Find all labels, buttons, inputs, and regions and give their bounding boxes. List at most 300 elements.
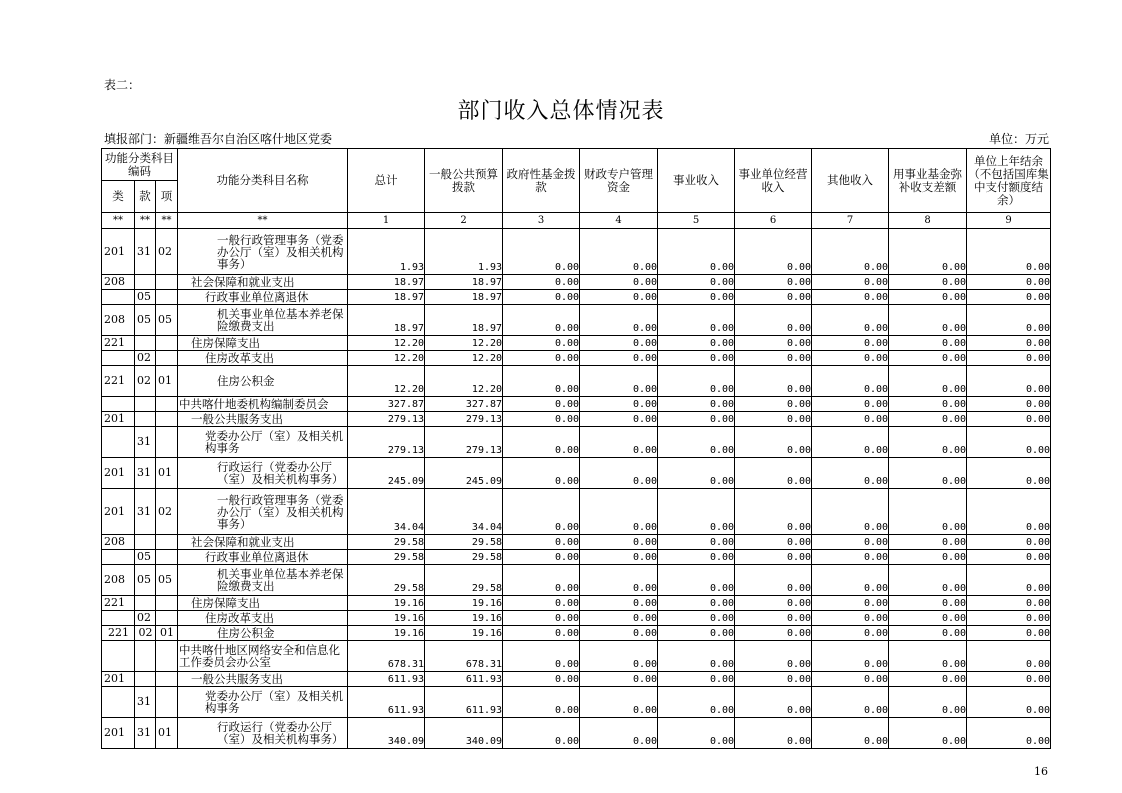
code-xiang: 01 — [156, 626, 178, 641]
item-name-cell — [178, 458, 348, 489]
index-cell: 7 — [812, 213, 889, 229]
amount-cell: 0.00 — [812, 641, 889, 672]
amount-cell: 29.58 — [348, 565, 425, 596]
item-name-cell — [178, 412, 348, 427]
amount-cell: 0.00 — [580, 351, 658, 366]
item-name-cell — [178, 366, 348, 397]
page-number: 16 — [1034, 765, 1048, 778]
amount-cell: 34.04 — [425, 489, 503, 535]
item-name: 党委办公厅（室）及相关机构事务 — [205, 429, 344, 455]
item-name-cell — [178, 687, 348, 718]
amount-cell: 0.00 — [658, 489, 735, 535]
item-name-cell — [178, 550, 348, 565]
table-row — [102, 336, 1051, 351]
amount-cell: 0.00 — [967, 535, 1051, 550]
amount-cell: 0.00 — [580, 397, 658, 412]
amount-cell: 611.93 — [348, 672, 425, 687]
index-cell: 2 — [425, 213, 503, 229]
amount-cell: 0.00 — [735, 550, 812, 565]
code-xiang: 01 — [156, 458, 178, 489]
code-xiang — [156, 427, 178, 458]
code-kuan: 05 — [135, 290, 156, 305]
code-lei — [102, 427, 135, 458]
amount-cell: 0.00 — [735, 611, 812, 626]
amount-cell: 0.00 — [812, 550, 889, 565]
amount-cell: 0.00 — [967, 305, 1051, 336]
amount-cell: 0.00 — [503, 275, 580, 290]
amount-cell: 18.97 — [425, 305, 503, 336]
amount-cell: 0.00 — [812, 565, 889, 596]
amount-cell: 0.00 — [735, 672, 812, 687]
code-lei: 201 — [102, 672, 135, 687]
amount-cell: 678.31 — [348, 641, 425, 672]
item-name-cell — [178, 275, 348, 290]
amount-cell: 0.00 — [580, 427, 658, 458]
amount-cell: 0.00 — [812, 687, 889, 718]
index-cell: ** — [102, 213, 135, 229]
amount-cell: 0.00 — [580, 366, 658, 397]
code-lei — [102, 397, 135, 412]
table-row — [102, 397, 1051, 412]
code-lei — [102, 550, 135, 565]
code-xiang — [156, 687, 178, 718]
header-col-6: 事业单位经营收入 — [735, 149, 812, 213]
amount-cell: 0.00 — [889, 626, 967, 641]
amount-cell: 0.00 — [967, 366, 1051, 397]
amount-cell: 12.20 — [425, 351, 503, 366]
header-func-name: 功能分类科目名称 — [178, 149, 348, 213]
amount-cell: 0.00 — [735, 535, 812, 550]
item-name-cell — [178, 565, 348, 596]
amount-cell: 0.00 — [503, 397, 580, 412]
amount-cell: 0.00 — [735, 427, 812, 458]
amount-cell: 0.00 — [967, 596, 1051, 611]
amount-cell: 0.00 — [658, 229, 735, 275]
code-lei: 221 — [102, 366, 135, 397]
amount-cell: 0.00 — [658, 336, 735, 351]
item-name: 行政事业单位离退休 — [205, 290, 309, 304]
code-xiang — [156, 290, 178, 305]
item-name: 中共喀什地区网络安全和信息化工作委员会办公室 — [179, 643, 341, 669]
amount-cell: 0.00 — [812, 336, 889, 351]
code-lei: 201 — [102, 718, 135, 749]
code-kuan: 31 — [135, 427, 156, 458]
amount-cell: 0.00 — [967, 489, 1051, 535]
item-name: 住房保障支出 — [191, 336, 261, 350]
header-func-code: 功能分类科目编码 — [102, 149, 178, 181]
code-xiang — [156, 412, 178, 427]
amount-cell: 611.93 — [348, 687, 425, 718]
amount-cell: 0.00 — [812, 596, 889, 611]
table-row — [102, 550, 1051, 565]
amount-cell: 0.00 — [967, 458, 1051, 489]
amount-cell: 0.00 — [889, 290, 967, 305]
amount-cell: 0.00 — [889, 687, 967, 718]
amount-cell: 0.00 — [812, 489, 889, 535]
amount-cell: 0.00 — [580, 672, 658, 687]
amount-cell: 0.00 — [889, 366, 967, 397]
code-lei: 221 — [102, 596, 135, 611]
amount-cell: 0.00 — [812, 229, 889, 275]
amount-cell: 0.00 — [967, 336, 1051, 351]
amount-cell: 19.16 — [425, 611, 503, 626]
amount-cell: 0.00 — [735, 718, 812, 749]
amount-cell: 279.13 — [425, 412, 503, 427]
amount-cell: 19.16 — [425, 626, 503, 641]
item-name: 党委办公厅（室）及相关机构事务 — [205, 689, 344, 715]
code-lei: 201 — [102, 489, 135, 535]
index-cell: 1 — [348, 213, 425, 229]
code-kuan — [135, 275, 156, 290]
amount-cell: 0.00 — [735, 229, 812, 275]
table-row — [102, 305, 1051, 336]
code-kuan — [135, 397, 156, 412]
item-name: 社会保障和就业支出 — [191, 535, 295, 549]
amount-cell: 0.00 — [889, 535, 967, 550]
table-row — [102, 458, 1051, 489]
index-cell: 4 — [580, 213, 658, 229]
item-name: 行政运行（党委办公厅（室）及相关机构事务） — [217, 460, 344, 486]
amount-cell: 0.00 — [889, 489, 967, 535]
amount-cell: 0.00 — [580, 336, 658, 351]
code-lei: 201 — [102, 412, 135, 427]
header-col-4: 财政专户管理资金 — [580, 149, 658, 213]
amount-cell: 0.00 — [967, 351, 1051, 366]
amount-cell: 0.00 — [967, 397, 1051, 412]
code-lei: 221 — [102, 336, 135, 351]
amount-cell: 0.00 — [735, 397, 812, 412]
amount-cell: 1.93 — [425, 229, 503, 275]
table-row — [102, 641, 1051, 672]
table-row — [102, 366, 1051, 397]
amount-cell: 0.00 — [812, 351, 889, 366]
code-kuan: 31 — [135, 687, 156, 718]
amount-cell: 0.00 — [967, 275, 1051, 290]
amount-cell: 279.13 — [425, 427, 503, 458]
table-row — [102, 229, 1051, 275]
amount-cell: 0.00 — [967, 611, 1051, 626]
amount-cell: 279.13 — [348, 427, 425, 458]
amount-cell: 0.00 — [967, 412, 1051, 427]
amount-cell: 0.00 — [503, 672, 580, 687]
item-name: 住房改革支出 — [205, 611, 275, 625]
amount-cell: 0.00 — [735, 626, 812, 641]
code-kuan: 02 — [135, 611, 156, 626]
item-name-cell — [178, 718, 348, 749]
table-row — [102, 412, 1051, 427]
amount-cell: 0.00 — [503, 351, 580, 366]
amount-cell: 29.58 — [348, 535, 425, 550]
code-xiang — [156, 275, 178, 290]
code-kuan: 31 — [135, 489, 156, 535]
header-col-5: 事业收入 — [658, 149, 735, 213]
amount-cell: 0.00 — [503, 458, 580, 489]
amount-cell: 0.00 — [889, 550, 967, 565]
item-name-cell — [178, 305, 348, 336]
header-col-9: 单位上年结余（不包括国库集中支付额度结余） — [967, 149, 1051, 213]
table-row — [102, 626, 1051, 641]
item-name-cell — [178, 626, 348, 641]
code-xiang — [156, 336, 178, 351]
amount-cell: 18.97 — [425, 290, 503, 305]
amount-cell: 0.00 — [967, 641, 1051, 672]
amount-cell: 0.00 — [889, 672, 967, 687]
code-kuan — [135, 672, 156, 687]
amount-cell: 0.00 — [580, 550, 658, 565]
amount-cell: 0.00 — [812, 305, 889, 336]
amount-cell: 0.00 — [658, 672, 735, 687]
amount-cell: 0.00 — [503, 366, 580, 397]
code-kuan: 02 — [135, 626, 156, 641]
item-name: 住房公积金 — [217, 626, 275, 640]
index-cell: 5 — [658, 213, 735, 229]
amount-cell: 0.00 — [580, 718, 658, 749]
amount-cell: 0.00 — [503, 626, 580, 641]
amount-cell: 0.00 — [812, 458, 889, 489]
amount-cell: 0.00 — [889, 351, 967, 366]
code-kuan: 02 — [135, 366, 156, 397]
amount-cell: 0.00 — [580, 229, 658, 275]
amount-cell: 0.00 — [580, 687, 658, 718]
amount-cell: 0.00 — [580, 596, 658, 611]
amount-cell: 0.00 — [503, 687, 580, 718]
amount-cell: 0.00 — [503, 229, 580, 275]
income-table — [101, 148, 1051, 749]
amount-cell: 611.93 — [425, 672, 503, 687]
amount-cell: 0.00 — [812, 718, 889, 749]
header-col-7: 其他收入 — [812, 149, 889, 213]
table-row — [102, 290, 1051, 305]
item-name-cell — [178, 611, 348, 626]
code-lei: 221 — [102, 626, 135, 641]
amount-cell: 0.00 — [735, 565, 812, 596]
amount-cell: 340.09 — [348, 718, 425, 749]
code-lei — [102, 351, 135, 366]
amount-cell: 245.09 — [425, 458, 503, 489]
amount-cell: 0.00 — [812, 672, 889, 687]
amount-cell: 0.00 — [580, 565, 658, 596]
amount-cell: 12.20 — [348, 351, 425, 366]
code-kuan — [135, 412, 156, 427]
item-name-cell — [178, 641, 348, 672]
item-name-cell — [178, 489, 348, 535]
code-kuan — [135, 596, 156, 611]
header-col-3: 政府性基金拨款 — [503, 149, 580, 213]
amount-cell: 0.00 — [658, 458, 735, 489]
amount-cell: 0.00 — [889, 305, 967, 336]
amount-cell: 0.00 — [812, 366, 889, 397]
table-row — [102, 596, 1051, 611]
code-lei — [102, 687, 135, 718]
amount-cell: 0.00 — [735, 366, 812, 397]
item-name: 住房改革支出 — [205, 351, 275, 365]
table-row — [102, 275, 1051, 290]
amount-cell: 0.00 — [503, 611, 580, 626]
amount-cell: 0.00 — [735, 687, 812, 718]
code-lei — [102, 641, 135, 672]
code-kuan: 05 — [135, 565, 156, 596]
table-row — [102, 535, 1051, 550]
amount-cell: 0.00 — [735, 641, 812, 672]
item-name-cell — [178, 672, 348, 687]
header-kuan: 款 — [135, 181, 156, 213]
code-lei: 208 — [102, 535, 135, 550]
index-cell: 6 — [735, 213, 812, 229]
code-kuan — [135, 641, 156, 672]
amount-cell: 0.00 — [812, 275, 889, 290]
amount-cell: 0.00 — [580, 412, 658, 427]
item-name-cell — [178, 427, 348, 458]
amount-cell: 1.93 — [348, 229, 425, 275]
amount-cell: 12.20 — [348, 336, 425, 351]
amount-cell: 0.00 — [967, 565, 1051, 596]
amount-cell: 340.09 — [425, 718, 503, 749]
amount-cell: 0.00 — [503, 412, 580, 427]
amount-cell: 0.00 — [580, 489, 658, 535]
amount-cell: 0.00 — [580, 611, 658, 626]
amount-cell: 18.97 — [425, 275, 503, 290]
code-lei: 208 — [102, 275, 135, 290]
item-name-cell — [178, 596, 348, 611]
amount-cell: 0.00 — [812, 412, 889, 427]
index-cell: ** — [135, 213, 156, 229]
code-xiang — [156, 535, 178, 550]
amount-cell: 0.00 — [889, 229, 967, 275]
amount-cell: 0.00 — [580, 458, 658, 489]
amount-cell: 0.00 — [889, 611, 967, 626]
amount-cell: 0.00 — [812, 290, 889, 305]
amount-cell: 327.87 — [348, 397, 425, 412]
item-name: 一般公共服务支出 — [191, 672, 284, 686]
code-lei: 201 — [102, 458, 135, 489]
amount-cell: 0.00 — [889, 641, 967, 672]
item-name-cell — [178, 351, 348, 366]
amount-cell: 0.00 — [658, 366, 735, 397]
amount-cell: 0.00 — [735, 458, 812, 489]
amount-cell: 0.00 — [503, 427, 580, 458]
code-xiang — [156, 611, 178, 626]
item-name: 一般行政管理事务（党委办公厅（室）及相关机构事务） — [217, 232, 344, 271]
code-lei: 208 — [102, 565, 135, 596]
code-xiang — [156, 641, 178, 672]
code-xiang: 01 — [156, 366, 178, 397]
amount-cell: 611.93 — [425, 687, 503, 718]
table-row — [102, 427, 1051, 458]
code-xiang: 02 — [156, 229, 178, 275]
amount-cell: 0.00 — [503, 641, 580, 672]
header-col-8: 用事业基金弥补收支差额 — [889, 149, 967, 213]
unit-label: 单位：万元 — [988, 132, 1049, 146]
amount-cell: 0.00 — [503, 550, 580, 565]
code-xiang — [156, 596, 178, 611]
table-row — [102, 687, 1051, 718]
header-col-1: 总计 — [348, 149, 425, 213]
doc-label: 表二： — [104, 78, 141, 92]
amount-cell: 0.00 — [503, 565, 580, 596]
amount-cell: 0.00 — [735, 489, 812, 535]
amount-cell: 12.20 — [425, 336, 503, 351]
amount-cell: 0.00 — [503, 535, 580, 550]
amount-cell: 0.00 — [967, 290, 1051, 305]
amount-cell: 0.00 — [658, 565, 735, 596]
item-name: 住房保障支出 — [191, 596, 261, 610]
code-xiang: 02 — [156, 489, 178, 535]
amount-cell: 0.00 — [967, 626, 1051, 641]
amount-cell: 18.97 — [348, 275, 425, 290]
table-row — [102, 672, 1051, 687]
amount-cell: 29.58 — [348, 550, 425, 565]
header-col-2: 一般公共预算拨款 — [425, 149, 503, 213]
amount-cell: 0.00 — [658, 611, 735, 626]
item-name-cell — [178, 229, 348, 275]
amount-cell: 0.00 — [658, 427, 735, 458]
index-cell: ** — [156, 213, 178, 229]
amount-cell: 0.00 — [735, 351, 812, 366]
code-xiang: 01 — [156, 718, 178, 749]
amount-cell: 18.97 — [348, 290, 425, 305]
amount-cell: 0.00 — [889, 565, 967, 596]
amount-cell: 0.00 — [658, 305, 735, 336]
amount-cell: 0.00 — [658, 535, 735, 550]
amount-cell: 0.00 — [503, 718, 580, 749]
header-lei: 类 — [102, 181, 135, 213]
item-name-cell — [178, 535, 348, 550]
amount-cell: 19.16 — [425, 596, 503, 611]
amount-cell: 19.16 — [348, 611, 425, 626]
amount-cell: 0.00 — [658, 687, 735, 718]
item-name: 机关事业单位基本养老保险缴费支出 — [217, 307, 344, 333]
amount-cell: 0.00 — [580, 641, 658, 672]
item-name-cell — [178, 290, 348, 305]
amount-cell: 0.00 — [889, 458, 967, 489]
amount-cell: 0.00 — [889, 718, 967, 749]
code-xiang: 05 — [156, 305, 178, 336]
amount-cell: 245.09 — [348, 458, 425, 489]
item-name: 机关事业单位基本养老保险缴费支出 — [217, 567, 344, 593]
code-lei — [102, 611, 135, 626]
page-title: 部门收入总体情况表 — [457, 99, 665, 124]
amount-cell: 0.00 — [658, 550, 735, 565]
amount-cell: 0.00 — [889, 397, 967, 412]
amount-cell: 0.00 — [503, 489, 580, 535]
code-xiang — [156, 397, 178, 412]
code-xiang — [156, 550, 178, 565]
amount-cell: 0.00 — [967, 229, 1051, 275]
amount-cell: 0.00 — [889, 412, 967, 427]
amount-cell: 29.58 — [425, 565, 503, 596]
amount-cell: 0.00 — [967, 672, 1051, 687]
amount-cell: 0.00 — [889, 336, 967, 351]
amount-cell: 0.00 — [503, 290, 580, 305]
code-kuan: 31 — [135, 718, 156, 749]
item-name: 中共喀什地委机构编制委员会 — [179, 397, 329, 411]
amount-cell: 0.00 — [812, 535, 889, 550]
item-name: 社会保障和就业支出 — [191, 275, 295, 289]
amount-cell: 0.00 — [967, 427, 1051, 458]
amount-cell: 0.00 — [735, 290, 812, 305]
code-xiang — [156, 672, 178, 687]
code-kuan: 31 — [135, 229, 156, 275]
amount-cell: 327.87 — [425, 397, 503, 412]
amount-cell: 0.00 — [889, 596, 967, 611]
amount-cell: 0.00 — [580, 290, 658, 305]
amount-cell: 0.00 — [967, 687, 1051, 718]
table-row — [102, 351, 1051, 366]
code-kuan — [135, 336, 156, 351]
code-lei: 201 — [102, 229, 135, 275]
code-kuan: 05 — [135, 305, 156, 336]
code-lei — [102, 290, 135, 305]
